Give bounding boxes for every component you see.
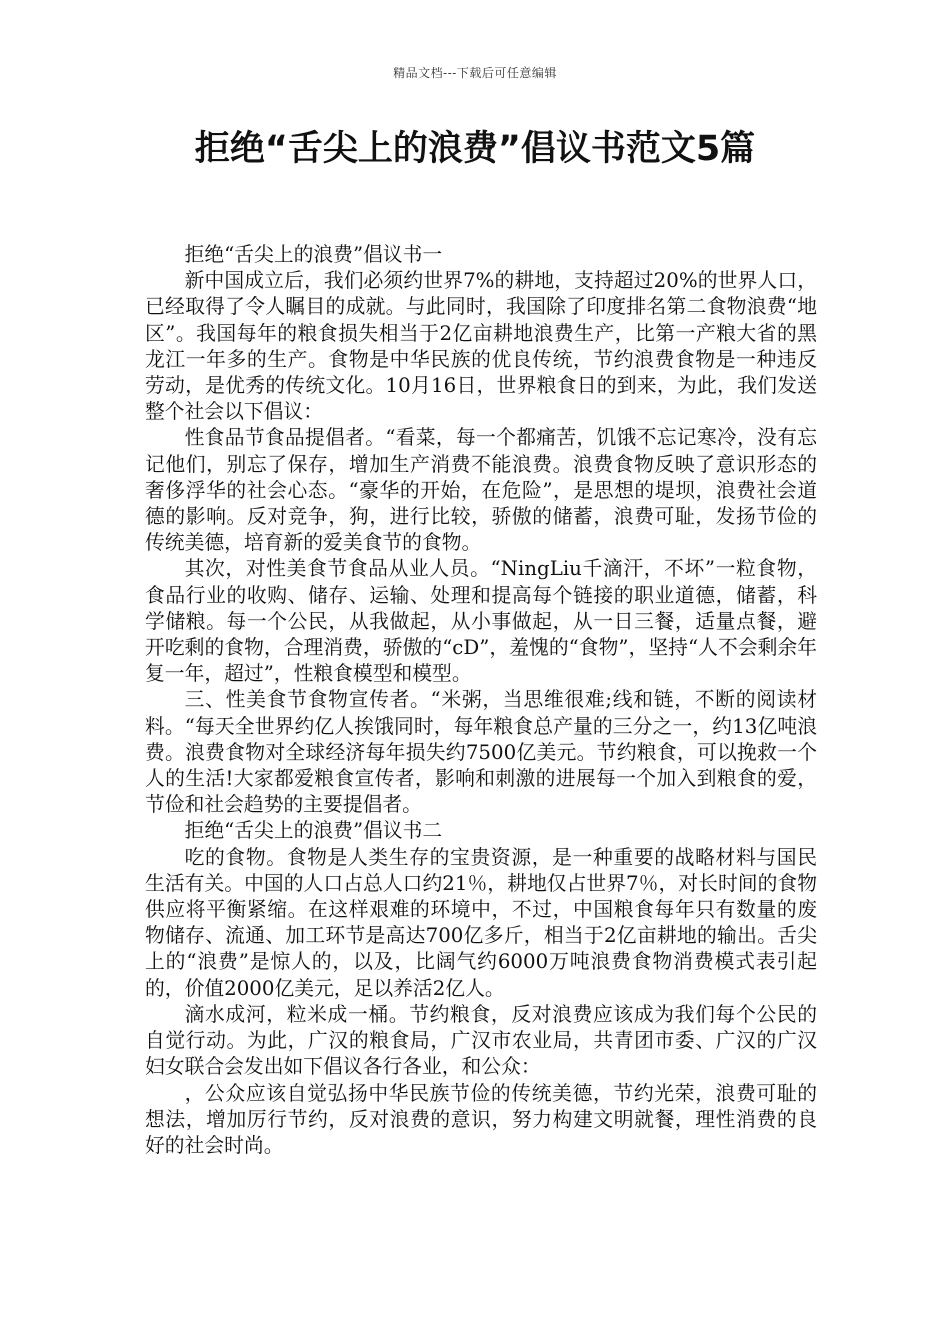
- section-heading-2: 拒绝“舌尖上的浪费”倡议书二: [184, 819, 443, 843]
- section-heading-1: 拒绝“舌尖上的浪费”倡议书一: [184, 243, 443, 266]
- paragraph: 性食品节食品提倡者。“看菜，每一个都痛苦，饥饿不忘记寒冷，没有忘记他们，别忘了保存，增加生产消费不能浪费。浪费食物反映了意识形态的奢侈浮华的社会心态。“豪华的开始，在危险”，是思想的堤坝，浪费社会道德的影响。反对竞争，狗，进行比较，骄傲的储蓄，浪费可耻，发扬节俭的传统美德，培育新的爱美食节的食物。: [145, 426, 817, 555]
- page-header-note: 精品文档---下载后可任意编辑: [393, 66, 557, 80]
- paragraph: 吃的食物。食物是人类生存的宝贵资源，是一种重要的战略材料与国民生活有关。中国的人口占总人口约21％，耕地仅占世界7％，对长时间的食物供应将平衡紧缩。在这样艰难的环境中，不过，中国粮食每年只有数量的废物储存、流通、加工环节是高达700亿多斤，相当于2亿亩耕地的输出。舌尖上的“浪费”是惊人的，以及，比阔气约6000万吨浪费食物消费模式表引起的，价值2000亿美元，足以养活2亿人。: [145, 845, 817, 1000]
- paragraph: 新中国成立后，我们必须约世界7%的耕地，支持超过20%的世界人口，已经取得了令人瞩目的成就。与此同时，我国除了印度排名第二食物浪费“地区”。我国每年的粮食损失相当于2亿亩耕地浪费生产，比第一产粮大省的黑龙江一年多的生产。食物是中华民族的优良传统，节约浪费食物是一种违反劳动，是优秀的传统文化。10月16日，世界粮食日的到来，为此，我们发送整个社会以下倡议：: [145, 269, 817, 424]
- paragraph: ，公众应该自觉弘扬中华民族节俭的传统美德，节约光荣，浪费可耻的想法，增加厉行节约，反对浪费的意识，努力构建文明就餐，理性消费的良好的社会时尚。: [145, 1081, 817, 1157]
- document-body: [145, 242, 817, 1159]
- paragraph: 三、性美食节食物宣传者。“米粥，当思维很难;线和链，不断的阅读材料。“每天全世界约亿人挨饿同时，每年粮食总产量的三分之一，约13亿吨浪费。浪费食物对全球经济每年损失约7500亿美元。节约粮食，可以挽救一个人的生活!大家都爱粮食宣传者，影响和刺激的进展每一个加入到粮食的爱，节俭和社会趋势的主要提倡者。: [145, 688, 817, 817]
- document-title: 拒绝“舌尖上的浪费”倡议书范文5篇: [194, 129, 756, 169]
- paragraph: 其次，对性美食节食品从业人员。“NingLiu千滴汗，不坏”一粒食物，食品行业的收购、储存、运输、处理和提高每个链接的职业道德，储蓄，科学储粮。每一个公民，从我做起，从小事做起，从一日三餐，适量点餐，避开吃剩的食物，合理消费，骄傲的“cD”，羞愧的“食物”，坚持“人不会剩余年复一年，超过”，性粮食模型和模型。: [145, 557, 817, 686]
- paragraph: 滴水成河，粒米成一桶。节约粮食，反对浪费应该成为我们每个公民的自觉行动。为此，广汉的粮食局，广汉市农业局，共青团市委、广汉的广汉妇女联合会发出如下倡议各行各业，和公众：: [145, 1002, 817, 1079]
